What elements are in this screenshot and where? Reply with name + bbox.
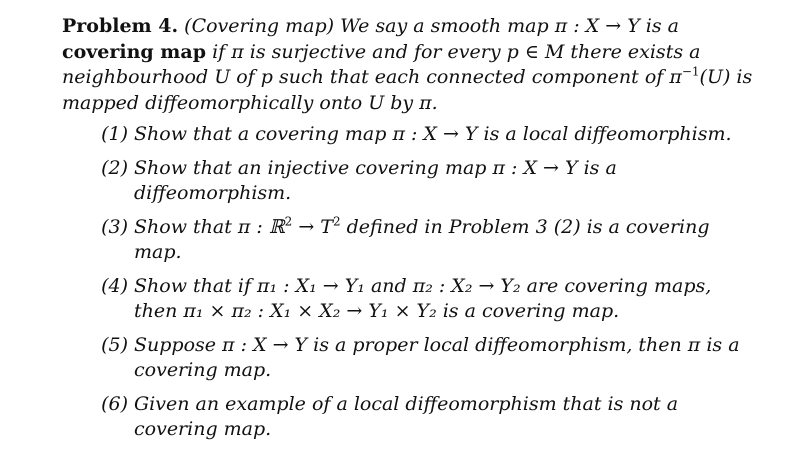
defined-term: covering map [62,40,207,63]
item-text: Show that a covering map π : X → Y is a local diffeomorphism. [134,123,732,145]
item-text: Suppose π : X → Y is a proper local diffeomorphism, then π is a covering map. [134,334,740,381]
list-item [62,274,810,324]
item-text: Show that an injective covering map π : X → Y is a diffeomorphism. [134,157,617,204]
list-item [62,215,810,265]
problem-intro-2: if π is surjective and for every p ∈ M there exists a neighbourhood U of p such that each connected component of π [62,40,701,88]
list-item [62,122,810,147]
problem-heading: Problem 4. [62,15,179,37]
item-text: Given an example of a local diffeomorphism that is not a covering map. [134,393,679,440]
problem-intro-1: We say a smooth map π : X → Y is a [340,15,679,37]
list-item [62,392,810,442]
problem-statement [62,14,762,116]
superscript: 2 [284,214,293,229]
item-number: (4) [101,275,128,297]
item-text: Show that if π₁ : X₁ → Y₁ and π₂ : X₂ → Y₂ are covering maps, then π₁ × π₂ : X₁ × X₂ → Y₁ × Y₂ is a covering map. [134,275,712,322]
item-text-b: → T [292,216,333,238]
item-number: (6) [101,393,128,415]
item-text-a: Show that π : ℝ [134,216,285,238]
list-item [62,333,810,383]
item-number: (5) [101,334,128,356]
item-text [134,215,749,265]
item-number: (3) [101,216,128,238]
item-number: (1) [101,123,128,145]
problem-parenthetical: (Covering map) [184,15,335,37]
problem-intro-3: (U) is mapped diffeomorphically onto U by π. [62,66,753,114]
inverse-superscript: −1 [681,64,700,79]
superscript: 2 [332,214,341,229]
item-text-c: defined in Problem 3 (2) is a covering map. [134,216,710,263]
item-number: (2) [101,157,128,179]
subproblem-list [62,122,810,442]
list-item [62,156,810,206]
